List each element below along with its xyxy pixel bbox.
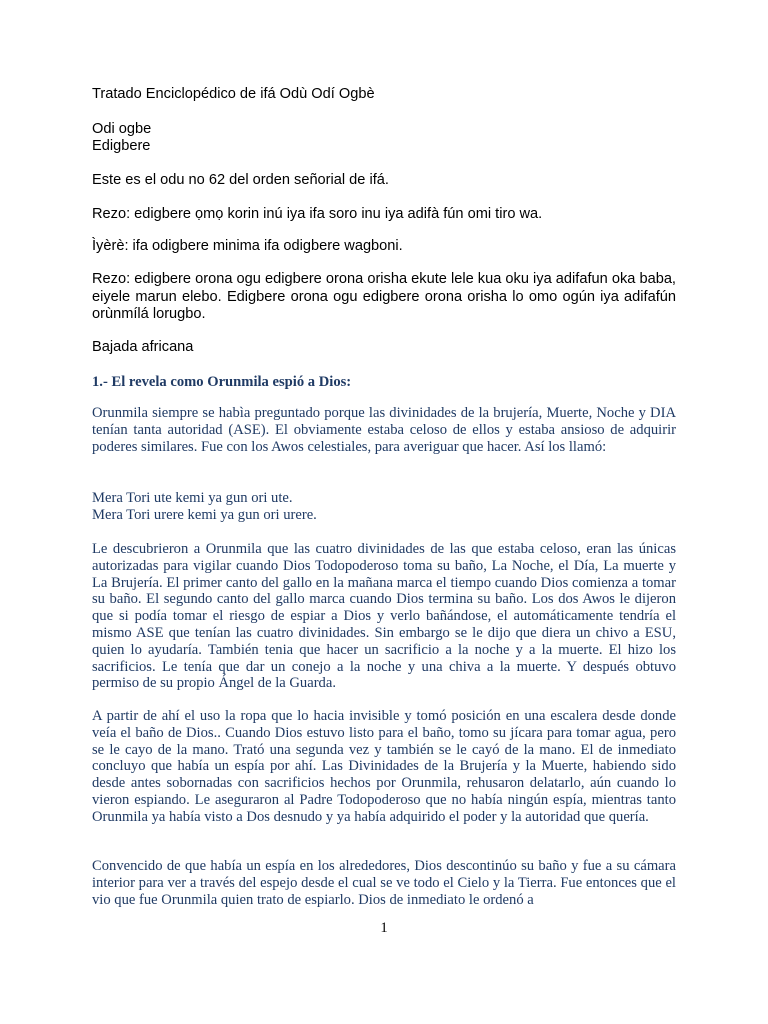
chant-line-2: Mera Tori urere kemi ya gun ori urere. — [92, 506, 317, 523]
paragraph-2: Le descubrieron a Orunmila que las cuatro divinidades de las que estaba celoso, eran las únicas autorizadas para vigilar cuando Dios Todopoderoso toma su baño, La Noche, el Día, La muerte y La Brujería. El primer canto del gallo en la mañana marca el tiempo cuando Dios comienza a tomar su baño. El segundo canto del gallo marca cuando Dios termina su baño. Los dos Awos le dijeron que si podía tomar el riesgo de espiar a Dios y verlo bañándose, el automáticamente tendría el mismo ASE que tenían las cuatro divinidades. Sin embargo se le dijo que diera un chivo a ESU, quien lo ayudaría. También tenia que hacer un sacrificio a la noche y a la muerte. El hizo los sacrificios. Le tenía que dar un conejo a la noche y una chiva a la muerte. Y después obtuvo permiso de su propio Ángel de la Guarda. — [92, 541, 676, 692]
paragraph-1: Orunmila siempre se habìa preguntado porque las divinidades de la brujería, Muerte, Noche y DIA tenían tanta autoridad (ASE). El obviamente estaba celoso de ellos y estaba ansioso de adquirir poderes similares. Fue con los Awos celestiales, para averiguar que hacer. Así los llamó: — [92, 405, 676, 455]
chant-block — [92, 490, 676, 524]
chant-line-1: Mera Tori ute kemi ya gun ori ute. — [92, 490, 293, 506]
page-number: 1 — [380, 920, 388, 936]
paragraph-3: A partir de ahí el uso la ropa que lo hacia invisible y tomó posición en una escalera desde donde veía el baño de Dios.. Cuando Dios estuvo listo para el baño, tomo su jícara para tomar agua, pero se le cayo de la mano. Trató una segunda vez y también se le cayó de la mano. El de inmediato concluyo que había un espía por ahí. Las Divinidades de la Brujería y la Muerte, habiendo sido desde antes sobornadas con sacrificios hechos por Orunmila, rehusaron delatarlo, aún cuando lo vieron espiando. Le aseguraron al Padre Todopoderoso que no había ningún espía, mientras tanto Orunmila ya había visto a Dos desnudo y ya había adquirido el poder y la autoridad que quería. — [92, 708, 676, 825]
iyere-line: Ìyèrè: ifa odigbere minima ifa odigbere wagboni. — [92, 238, 403, 254]
document-title: Tratado Enciclopédico de ifá Odù Odí Ogbè — [92, 86, 375, 102]
odu-name-2: Edigbere — [92, 138, 151, 154]
rezo-2: Rezo: edigbere orona ogu edigbere orona orisha ekute lele kua oku iya adifafun oka baba, eiyele marun elebo. Edigbere orona ogu edigbere orona orisha lo omo ogún iya adifafún orùnmílá lorugbo. — [92, 271, 676, 322]
rezo-1: Rezo: edigbere ọmọ korin inú iya ifa soro inu iya adifà fún omi tiro wa. — [92, 206, 543, 222]
odu-name-1: Odi ogbe — [92, 121, 152, 137]
bajada-line: Bajada africana — [92, 339, 194, 355]
intro-line: Este es el odu no 62 del orden señorial de ifá. — [92, 172, 389, 188]
paragraph-4: Convencido de que había un espía en los alrededores, Dios descontinúo su baño y fue a su cámara interior para ver a través del espejo desde el cual se ve todo el Cielo y la Tierra. Fue entonces que el vio que fue Orunmila quien trato de espiarlo. Dios de inmediato le ordenó a — [92, 858, 676, 908]
section-heading: 1.- El revela como Orunmila espió a Dios: — [92, 374, 352, 390]
